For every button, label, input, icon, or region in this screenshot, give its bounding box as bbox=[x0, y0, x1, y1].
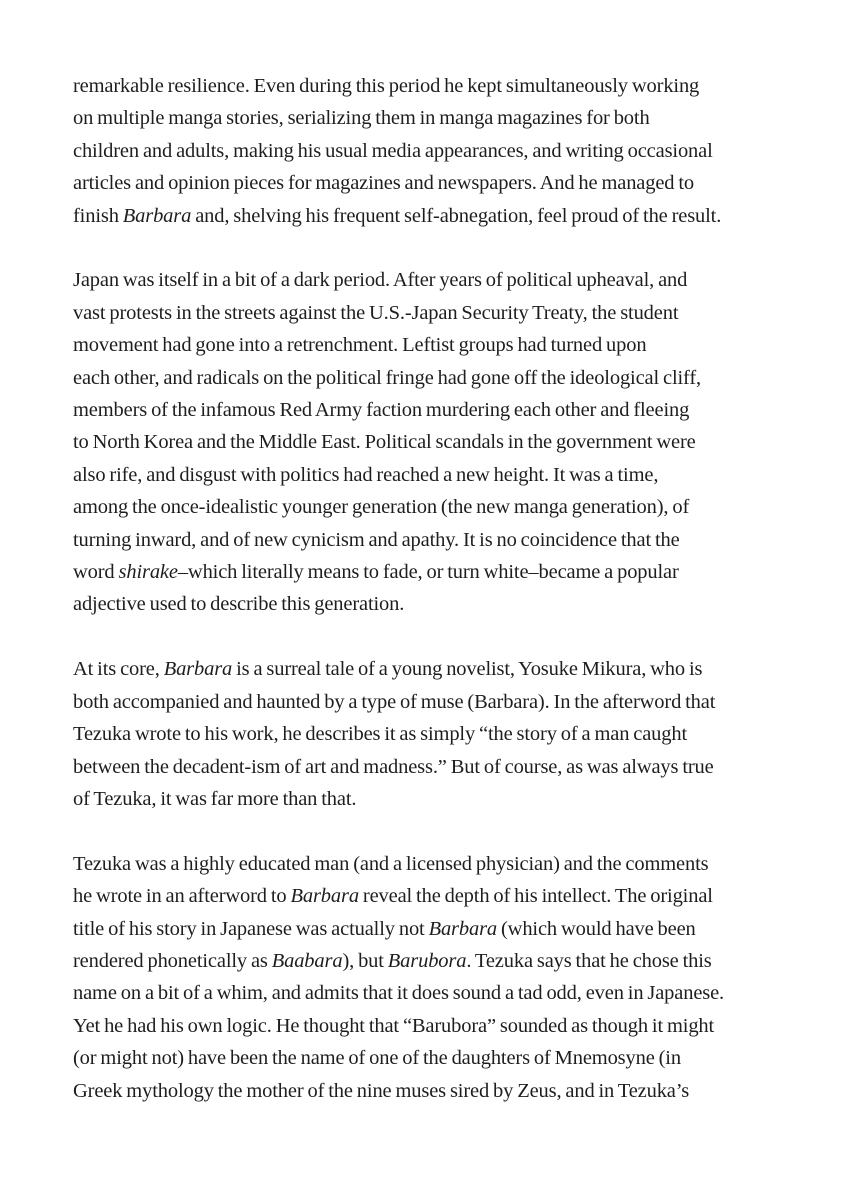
text-segment: adjective used to describe this generation. bbox=[73, 593, 405, 616]
paragraph bbox=[73, 848, 793, 1107]
text-line bbox=[73, 135, 793, 167]
text-segment: rendered phonetically as bbox=[73, 949, 272, 972]
text-segment: between the decadent-ism of art and madness.” But of course, as was always true bbox=[73, 755, 714, 778]
text-line bbox=[73, 751, 793, 783]
text-line bbox=[73, 362, 793, 394]
text-line bbox=[73, 297, 793, 329]
text-line bbox=[73, 70, 793, 102]
text-segment: –which literally means to fade, or turn white–became a popular bbox=[177, 561, 679, 584]
text-line bbox=[73, 524, 793, 556]
text-line bbox=[73, 329, 793, 361]
italic-text: Barbara bbox=[290, 885, 359, 908]
text-line bbox=[73, 264, 793, 296]
text-line bbox=[73, 102, 793, 134]
italic-text: Barubora bbox=[387, 949, 467, 972]
text-segment: is a surreal tale of a young novelist, Yosuke Mikura, who is bbox=[232, 658, 703, 681]
text-line bbox=[73, 426, 793, 458]
text-segment: name on a bit of a whim, and admits that it does sound a tad odd, even in Japanese. bbox=[73, 982, 725, 1005]
text-line bbox=[73, 783, 793, 815]
text-segment: also rife, and disgust with politics had reached a new height. It was a time, bbox=[73, 463, 659, 486]
text-line bbox=[73, 653, 793, 685]
italic-text: Baabara bbox=[271, 949, 343, 972]
text-segment: children and adults, making his usual media appearances, and writing occasional bbox=[73, 139, 713, 162]
text-line bbox=[73, 880, 793, 912]
text-segment: each other, and radicals on the political fringe had gone off the ideological cliff, bbox=[73, 366, 702, 389]
text-line bbox=[73, 718, 793, 750]
text-segment: and, shelving his frequent self-abnegation, feel proud of the result. bbox=[191, 204, 722, 227]
italic-text: shirake bbox=[118, 561, 178, 584]
text-segment: ), but bbox=[342, 949, 388, 972]
text-segment: Greek mythology the mother of the nine muses sired by Zeus, and in Tezuka’s bbox=[73, 1079, 690, 1102]
text-segment: title of his story in Japanese was actually not bbox=[73, 917, 429, 940]
text-segment: (which would have been bbox=[497, 917, 696, 940]
text-segment: both accompanied and haunted by a type of muse (Barbara). In the afterword that bbox=[73, 690, 716, 713]
text-line bbox=[73, 686, 793, 718]
text-segment: Tezuka wrote to his work, he describes it as simply “the story of a man caught bbox=[73, 723, 688, 746]
text-line bbox=[73, 394, 793, 426]
text-segment: Yet he had his own logic. He thought that “Barubora” sounded as though it might bbox=[73, 1014, 715, 1037]
text-segment: (or might not) have been the name of one of the daughters of Mnemosyne (in bbox=[73, 1047, 681, 1070]
text-segment: he wrote in an afterword to bbox=[73, 885, 291, 908]
text-segment: finish bbox=[73, 204, 123, 227]
text-segment: members of the infamous Red Army faction murdering each other and fleeing bbox=[73, 399, 690, 422]
document-page bbox=[73, 70, 793, 1139]
text-segment: turning inward, and of new cynicism and apathy. It is no coincidence that the bbox=[73, 528, 680, 551]
text-segment: to North Korea and the Middle East. Political scandals in the government were bbox=[73, 431, 696, 454]
italic-text: Barbara bbox=[163, 658, 233, 681]
text-segment: At its core, bbox=[73, 658, 164, 681]
text-line bbox=[73, 459, 793, 491]
text-line bbox=[73, 945, 793, 977]
text-line bbox=[73, 848, 793, 880]
italic-text: Barbara bbox=[428, 917, 498, 940]
text-segment: articles and opinion pieces for magazines and newspapers. And he managed to bbox=[73, 172, 695, 195]
text-segment: Japan was itself in a bit of a dark period. After years of political upheaval, and bbox=[73, 269, 688, 292]
text-line bbox=[73, 200, 793, 232]
text-segment: reveal the depth of his intellect. The original bbox=[358, 885, 713, 908]
text-segment: remarkable resilience. Even during this period he kept simultaneously working bbox=[73, 75, 700, 97]
text-segment: movement had gone into a retrenchment. Leftist groups had turned upon bbox=[73, 334, 647, 357]
text-segment: word bbox=[73, 561, 119, 584]
text-line bbox=[73, 588, 793, 620]
text-segment: Tezuka was a highly educated man (and a licensed physician) and the comments bbox=[73, 852, 709, 875]
text-line bbox=[73, 1075, 793, 1107]
text-line bbox=[73, 913, 793, 945]
text-segment: . Tezuka says that he chose this bbox=[466, 949, 712, 972]
paragraph bbox=[73, 70, 793, 232]
text-line bbox=[73, 1042, 793, 1074]
text-segment: vast protests in the streets against the U.S.-Japan Security Treaty, the student bbox=[73, 301, 679, 324]
text-segment: on multiple manga stories, serializing them in manga magazines for both bbox=[73, 107, 650, 130]
paragraph bbox=[73, 264, 793, 620]
text-line bbox=[73, 167, 793, 199]
text-segment: of Tezuka, it was far more than that. bbox=[73, 787, 357, 810]
text-line bbox=[73, 977, 793, 1009]
text-line bbox=[73, 491, 793, 523]
text-line bbox=[73, 1010, 793, 1042]
text-segment: among the once-idealistic younger generation (the new manga generation), of bbox=[73, 496, 690, 519]
paragraph bbox=[73, 653, 793, 815]
italic-text: Barbara bbox=[122, 204, 192, 227]
text-line bbox=[73, 556, 793, 588]
